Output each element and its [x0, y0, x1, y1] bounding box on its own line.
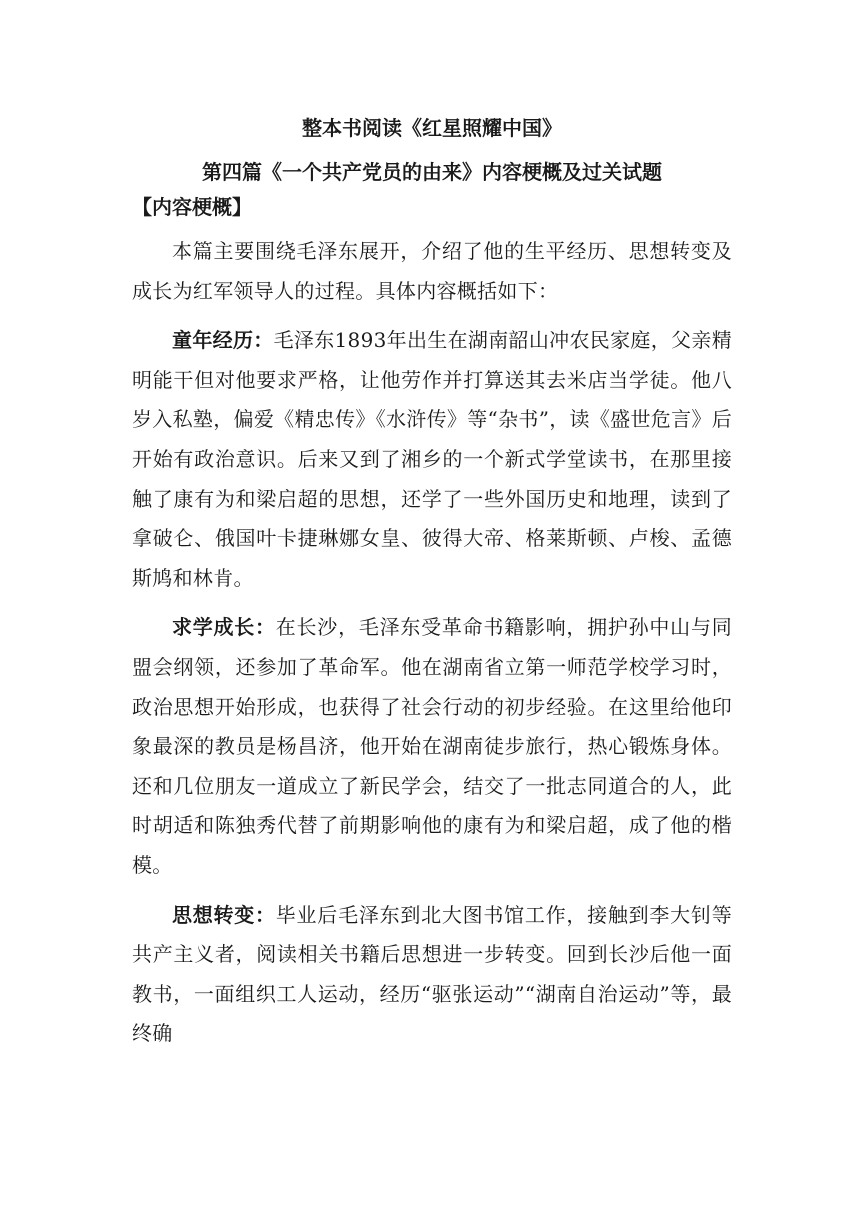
intro-paragraph: 本篇主要围绕毛泽东展开，介绍了他的生平经历、思想转变及成长为红军领导人的过程。具体内容概括如下： [132, 239, 732, 303]
paragraph-lead: 思想转变： [172, 902, 276, 927]
paragraph-text: 在长沙，毛泽东受革命书籍影响，拥护孙中山与同盟会纲领，还参加了革命军。他在湖南省立第一师范学校学习时，政治思想开始形成，也获得了社会行动的初步经验。在这里给他印象最深的教员是杨昌济，他开始在湖南徒步旅行，热心锻炼身体。还和几位朋友一道成立了新民学会，结交了一批志同道合的人，此时胡适和陈独秀代替了前期影响他的康有为和梁启超，成了他的楷模。 [132, 615, 733, 877]
document-subtitle: 第四篇《一个共产党员的由来》内容梗概及过关试题 [202, 160, 662, 184]
paragraph-childhood [132, 321, 732, 598]
paragraph-study [132, 608, 732, 885]
section-heading: 【内容梗概】 [132, 195, 252, 219]
document-title: 整本书阅读《红星照耀中国》 [302, 116, 562, 140]
paragraph-text: 毕业后毛泽东到北大图书馆工作，接触到李大钊等共产主义者，阅读相关书籍后思想进一步转变。回到长沙后他一面教书，一面组织工人运动，经历“驱张运动”“湖南自治运动”等，最终确 [132, 902, 733, 1046]
paragraph-lead: 求学成长： [172, 615, 276, 640]
paragraph-thought [132, 896, 732, 1054]
paragraph-text: 毛泽东1893年出生在湖南韶山冲农民家庭，父亲精明能干但对他要求严格，让他劳作并打算送其去米店当学徒。他八岁入私塾，偏爱《精忠传》《水浒传》等“杂书”，读《盛世危言》后开始有政治意识。后来又到了湘乡的一个新式学堂读书，在那里接触了康有为和梁启超的思想，还学了一些外国历史和地理，读到了拿破仑、俄国叶卡捷琳娜女皇、彼得大帝、格莱斯顿、卢梭、孟德斯鸠和林肯。 [132, 328, 732, 590]
paragraph-lead: 童年经历： [172, 328, 274, 353]
